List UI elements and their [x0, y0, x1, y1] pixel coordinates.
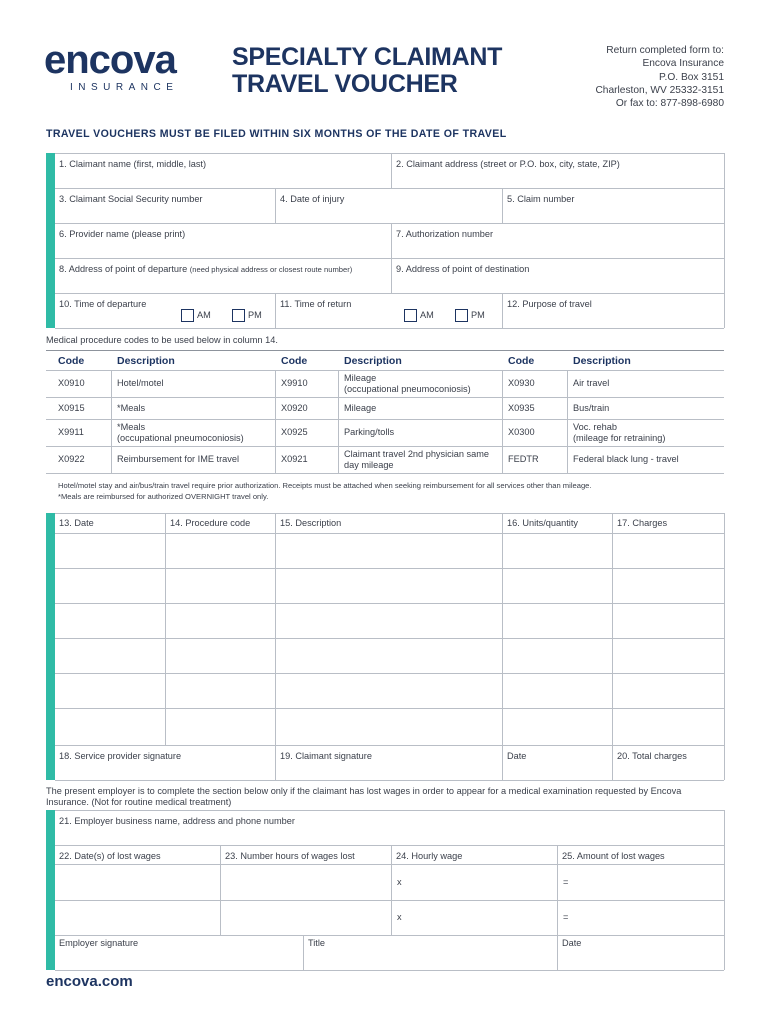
code-cell: X0920 — [281, 402, 308, 413]
employer-signature-label: Employer signature — [59, 938, 139, 948]
form-title-line1: SPECIALTY CLAIMANT — [232, 43, 503, 71]
description-cell: Voc. rehab (mileage for retraining) — [573, 422, 666, 443]
return-line: Or fax to: 877-898-6980 — [615, 98, 724, 110]
date-column-header: 13. Date — [59, 518, 94, 528]
checkbox[interactable] — [232, 309, 245, 322]
code-cell: X0922 — [58, 454, 85, 465]
form-title — [232, 44, 502, 98]
am-label: AM — [197, 309, 211, 320]
date-of-injury-label: 4. Date of injury — [280, 194, 345, 204]
filing-notice: TRAVEL VOUCHERS MUST BE FILED WITHIN SIX MONTHS OF THE DATE OF TRAVEL — [46, 128, 507, 140]
code-cell: X0300 — [508, 427, 535, 438]
code-header: Code — [508, 355, 535, 367]
codes-note — [58, 481, 592, 502]
departure-address-text: 8. Address of point of departure — [59, 264, 188, 274]
claim-number-label: 5. Claim number — [507, 194, 575, 204]
description-column-header: 15. Description — [280, 518, 342, 528]
description-cell: Claimant travel 2nd physician same day mileage — [344, 449, 490, 470]
ssn-label: 3. Claimant Social Security number — [59, 194, 203, 204]
code-cell: X0930 — [508, 378, 535, 389]
code-header: Code — [281, 355, 308, 367]
signature-date-label: Date — [507, 751, 527, 761]
multiply-sign: x — [397, 912, 402, 922]
code-cell: X9911 — [58, 427, 84, 438]
charges-column-header: 17. Charges — [617, 518, 668, 528]
description-header: Description — [117, 355, 175, 367]
codes-intro: Medical procedure codes to be used below in column 14. — [46, 335, 278, 345]
return-time-label: 11. Time of return — [280, 299, 352, 309]
departure-am-option[interactable] — [181, 309, 211, 322]
codes-note-line: Hotel/motel stay and air/bus/train travel require prior authorization. Receipts must be attached when seeking reimbursement for all services other than mileage. — [58, 481, 592, 490]
accent-bar — [46, 153, 55, 328]
return-pm-option[interactable] — [455, 309, 485, 322]
lost-wage-dates-label: 22. Date(s) of lost wages — [59, 851, 161, 861]
checkbox[interactable] — [455, 309, 468, 322]
claimant-address-label: 2. Claimant address (street or P.O. box, city, state, ZIP) — [396, 159, 620, 169]
code-cell: FEDTR — [508, 454, 539, 465]
return-am-option[interactable] — [404, 309, 434, 322]
equals-sign: = — [563, 912, 569, 922]
departure-time-label: 10. Time of departure — [59, 299, 147, 309]
provider-signature-label: 18. Service provider signature — [59, 751, 182, 761]
employer-intro: The present employer is to complete the section below only if the claimant has lost wages in order to appear for a medical examination requested by Encova Insurance. (Not for routine medical treatment) — [46, 786, 682, 807]
total-charges-label: 20. Total charges — [617, 751, 687, 761]
code-cell: X0935 — [508, 402, 535, 413]
code-cell: X0925 — [281, 427, 308, 438]
hourly-wage-label: 24. Hourly wage — [396, 851, 463, 861]
return-line: P.O. Box 3151 — [659, 71, 724, 83]
hours-lost-label: 23. Number hours of wages lost — [225, 851, 355, 861]
checkbox[interactable] — [181, 309, 194, 322]
employer-title-label: Title — [308, 938, 326, 948]
return-line: Charleston, WV 25332-3151 — [595, 84, 724, 96]
description-header: Description — [344, 355, 402, 367]
logo — [44, 38, 214, 98]
pm-label: PM — [471, 309, 485, 320]
claimant-name-label: 1. Claimant name (first, middle, last) — [59, 159, 207, 169]
description-cell: Hotel/motel — [117, 378, 164, 389]
return-line: Return completed form to: — [606, 45, 724, 56]
employer-date-label: Date — [562, 938, 582, 948]
code-header: Code — [58, 355, 85, 367]
code-cell: X9910 — [281, 378, 308, 389]
description-cell: Air travel — [573, 378, 610, 389]
pm-label: PM — [248, 309, 262, 320]
provider-name-label: 6. Provider name (please print) — [59, 229, 186, 239]
employer-info-label: 21. Employer business name, address and phone number — [59, 816, 295, 826]
procedure-code-column-header: 14. Procedure code — [170, 518, 251, 528]
description-cell: *Meals (occupational pneumoconiosis) — [117, 422, 244, 443]
equals-sign: = — [563, 877, 569, 887]
departure-address-note: (need physical address or closest route number) — [189, 265, 353, 274]
claimant-signature-label: 19. Claimant signature — [280, 751, 372, 761]
description-cell: Federal black lung - travel — [573, 454, 679, 465]
return-address — [595, 44, 724, 110]
code-cell: X0910 — [58, 378, 85, 389]
description-header: Description — [573, 355, 631, 367]
description-cell: Bus/train — [573, 402, 610, 413]
return-line: Encova Insurance — [642, 58, 724, 70]
footer-website[interactable]: encova.com — [46, 973, 133, 990]
accent-bar — [46, 810, 55, 970]
form-title-line2: TRAVEL VOUCHER — [232, 70, 458, 98]
description-cell: Reimbursement for IME travel — [117, 454, 240, 465]
accent-bar — [46, 513, 55, 780]
logo-wordmark: encova — [44, 38, 176, 82]
departure-address-label — [59, 264, 352, 274]
description-cell: Mileage — [344, 402, 377, 413]
codes-note-line: *Meals are reimbursed for authorized OVERNIGHT travel only. — [58, 491, 269, 501]
multiply-sign: x — [397, 877, 402, 887]
travel-purpose-label: 12. Purpose of travel — [507, 299, 592, 309]
code-cell: X0915 — [58, 402, 85, 413]
code-cell: X0921 — [281, 454, 308, 465]
description-cell: Mileage (occupational pneumoconiosis) — [344, 373, 471, 394]
am-label: AM — [420, 309, 434, 320]
units-column-header: 16. Units/quantity — [507, 518, 578, 528]
destination-address-label: 9. Address of point of destination — [396, 264, 530, 274]
logo-subtitle: INSURANCE — [70, 82, 179, 93]
checkbox[interactable] — [404, 309, 417, 322]
description-cell: *Meals — [117, 402, 146, 413]
authorization-number-label: 7. Authorization number — [396, 229, 494, 239]
description-cell: Parking/tolls — [344, 427, 395, 438]
departure-pm-option[interactable] — [232, 309, 262, 322]
lost-wages-amount-label: 25. Amount of lost wages — [562, 851, 665, 861]
